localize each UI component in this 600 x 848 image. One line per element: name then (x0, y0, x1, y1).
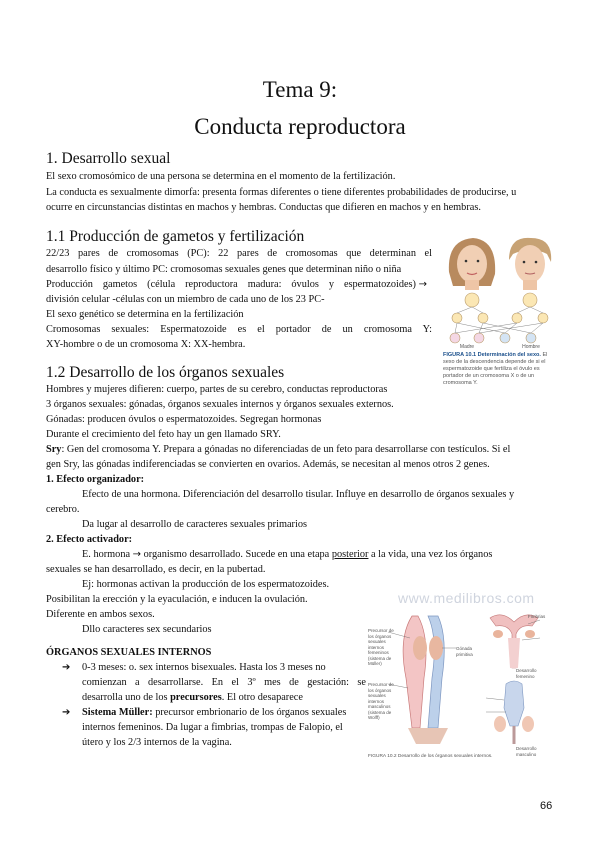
s12-sry-line (46, 442, 557, 458)
figure-caption-text: El sexo de la descendencia depende de si el espermatozoide que fertiliza el óvulo es portador de un cromosoma X o de un cromosoma Y. (443, 352, 548, 386)
figure-internal-organs (368, 586, 552, 764)
bullet-1-line-1: 0-3 meses: o. sex internos bisexuales. Hasta los 3 meses no (82, 662, 326, 673)
sex-determination-illustration (443, 232, 559, 350)
primitive-gonad-diagram (403, 616, 448, 744)
bullet-arrow-icon: ➔ (62, 707, 71, 718)
figure-2-caption: FIGURA 10.2 Desarrollo de los órganos sexuales internos. (368, 754, 493, 759)
s11-line-4: división celular -células con un miembro de cada uno de los 23 PC- (46, 294, 325, 305)
page-title-line1: Tema 9: (262, 77, 338, 102)
figure-caption-title: FIGURA 10.1 Determinación del sexo. (443, 352, 541, 358)
watermark: www.medilibros.com (398, 590, 535, 606)
effect-organizer-heading: 1. Efecto organizador: (46, 474, 145, 485)
label-muller-precursor: Precursor de los órganos sexuales internos femeninos (sistema de Müller) (368, 628, 394, 666)
s11-line-5: El sexo genético se determina en la fertilización (46, 309, 244, 320)
s12-line-4: Durante el crecimiento del feto hay un gen llamado SRY. (46, 429, 281, 440)
effect-activator-heading: 2. Efecto activador: (46, 534, 133, 545)
bullet-2-line-1: Sistema Müller: precursor embrionario de los órganos sexuales (82, 707, 347, 718)
page-number: 66 (540, 800, 553, 812)
right-arrow-icon: → (418, 279, 427, 290)
s12-line-3: Gónadas: producen óvulos o espermatozoides. Segregan hormonas (46, 414, 322, 425)
s1-paragraph-1: El sexo cromosómico de una persona se determina en el momento de la fertilización. (46, 171, 396, 182)
section-1-heading: 1. Desarrollo sexual (46, 150, 171, 167)
effect-activator-line-1: E. hormona → organismo desarrollado. Sucede en una etapa posterior a la vida, una vez los órganos (82, 549, 493, 560)
s11-line-1: 22/23 pares de cromosomas (PC): 22 pares de cromosomas que determinan el (46, 248, 432, 259)
effect-activator-line-3: Ej: hormonas activan la producción de los espermatozoides. (82, 579, 330, 590)
s12-line-2: 3 órganos sexuales: gónadas, órganos sexuales internos y órganos sexuales externos. (46, 399, 394, 410)
figure-label-right: Hombre (522, 344, 540, 350)
page-title-line2: Conducta reproductora (194, 114, 406, 139)
label-male-development: Desarrollo masculino (516, 746, 537, 757)
bullet-arrow-icon: ➔ (62, 662, 71, 673)
s12-line-1: Hombres y mujeres difieren: cuerpo, partes de su cerebro, conductas reproductoras (46, 384, 388, 395)
internal-organs-heading: ÓRGANOS SEXUALES INTERNOS (46, 647, 212, 658)
label-primitive-gonad: Gónada primitiva (456, 646, 473, 657)
s11-line-7: XY-hombre o de un cromosoma X: XX-hembra. (46, 339, 246, 350)
effect-activator-line-6: Dllo caracteres sex secundarios (82, 624, 212, 635)
effect-activator-line-5: Diferente en ambos sexos. (46, 609, 155, 620)
female-development-diagram (490, 615, 538, 668)
woman-face-icon (449, 238, 495, 290)
label-female-development: Desarrollo femenino (516, 668, 537, 679)
sry-label: Sry (46, 444, 62, 455)
man-face-icon (509, 238, 551, 290)
s1-paragraph-2a: La conducta es sexualmente dimorfa: presenta formas diferentes o tiene diferentes probabilidades de producirse, u (46, 187, 517, 198)
s11-line-3 (46, 277, 432, 293)
s12-sry-line-2: gen Sry, las gónadas indiferenciadas se convierten en ovarios. Además, se necesitan al menos otros 2 genes. (46, 459, 490, 470)
right-arrow-icon: → (132, 549, 142, 560)
bullet-2-line-2: internos femeninos. Da lugar a fimbrias, trompas de Falopio, el (82, 722, 343, 733)
bullet-1-line-3: desarrolla uno de los precursores. El otro desaparece (82, 692, 303, 703)
effect-organizer-line-1: Efecto de una hormona. Diferenciación del desarrollo tisular. Influye en desarrollo de órganos sexuales y (82, 489, 515, 500)
s11-line-2: desarrollo físico y último PC: cromosomas sexuales genes que determinan niño o niña (46, 264, 402, 275)
effect-activator-line-4: Posibilitan la erección y la eyaculación, e inducen la ovulación. (46, 594, 308, 605)
s1-paragraph-2b: ocurre en circunstancias distintas en machos y hembras. Conductas que difieren en machos y en hembras. (46, 202, 481, 213)
effect-activator-line-2: sexuales se han desarrollado, es decir, en la pubertad. (46, 564, 266, 575)
male-development-diagram (494, 681, 534, 744)
effect-organizer-line-2: cerebro. (46, 504, 80, 515)
label-fimbrias: Fimbrias (528, 614, 546, 619)
bullet-2-line-3: útero y los 2/3 internos de la vagina. (82, 737, 232, 748)
cell-division-diagram (450, 293, 548, 343)
bullet-1-line-2: comienzan a desarrollarse. En el 3º mes de gestación: se (82, 677, 366, 688)
sry-text: : Gen del cromosoma Y. Prepara a gónadas no diferenciadas de un feto para desarrollarse con testículos. Si el (61, 444, 511, 455)
s11-line-3-text: Producción gametos (célula reproductora madura: óvulos y espermatozoides) (46, 279, 416, 290)
figure-sex-determination (443, 232, 559, 386)
fertilization-lines (455, 307, 543, 333)
label-wolff-precursor: Precursor de los órganos sexuales internos masculinos (sistema de Wolff) (368, 682, 394, 720)
section-1-1-heading: 1.1 Producción de gametos y fertilización (46, 228, 305, 245)
section-1-2-heading: 1.2 Desarrollo de los órganos sexuales (46, 364, 285, 381)
underlined-word: posterior (331, 549, 369, 560)
figure-caption (443, 352, 559, 387)
s11-line-6: Cromosomas sexuales: Espermatozoide es el portador de un cromosoma Y: (46, 324, 432, 335)
muller-system-label: Sistema Müller: (82, 707, 153, 718)
figure-label-left: Madre (459, 344, 475, 350)
effect-organizer-line-3: Da lugar al desarrollo de caracteres sexuales primarios (82, 519, 307, 530)
